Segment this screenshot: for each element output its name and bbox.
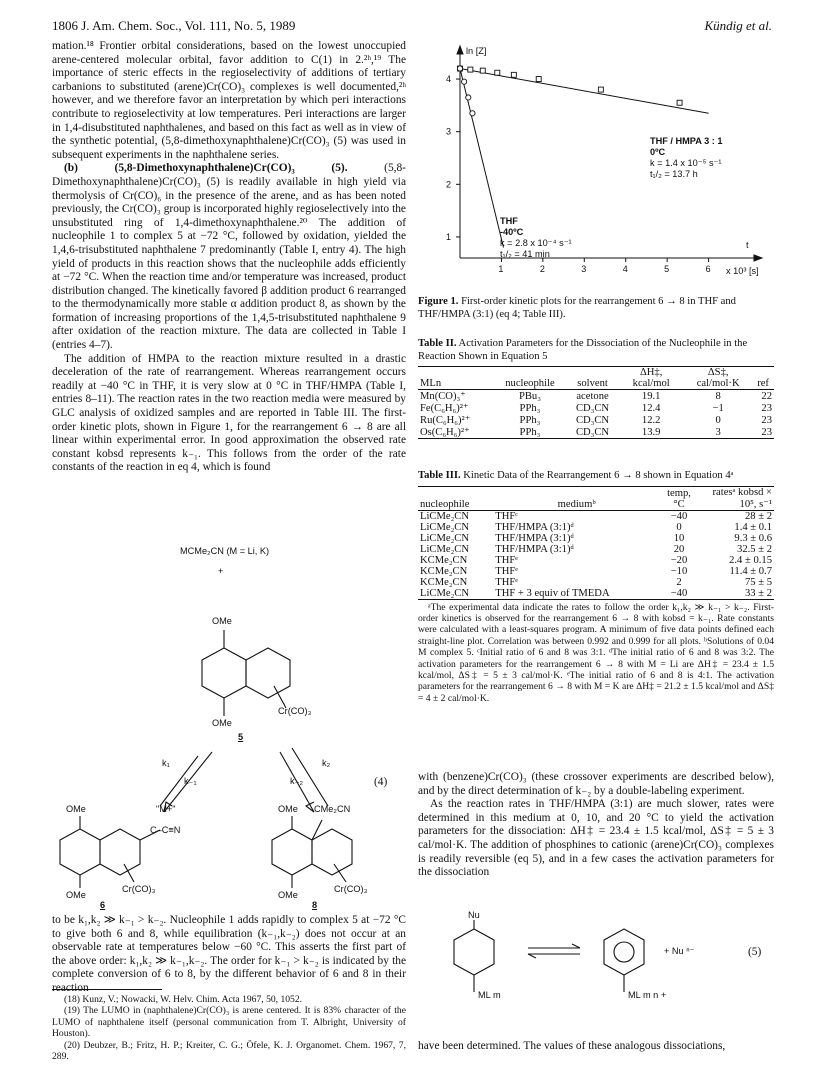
scheme-ome: OMe xyxy=(278,804,298,814)
table-cell: 0 xyxy=(676,521,682,533)
table-header-row xyxy=(418,486,774,510)
table-row xyxy=(418,566,774,577)
scheme-reagent: MCMe₂CN (M = Li, K) xyxy=(180,546,270,556)
data-point-hmpa xyxy=(677,100,682,105)
table-cell: LiCMe₂CN xyxy=(420,521,470,533)
table-cell: Os(C₆H₆)²⁺ xyxy=(420,427,470,439)
table-row xyxy=(418,533,774,544)
table-row xyxy=(418,402,774,414)
table-title-head: Table III. xyxy=(418,470,461,481)
left-column-bottom xyxy=(52,914,406,996)
footnote: (19) The LUMO in (naphthalene)Cr(CO)₃ is arene centered. It is 83% character of the LUMO of naphthalene itself (personal communication from T. Albright, University of Houston). xyxy=(52,1005,406,1040)
arene-ring xyxy=(604,929,644,975)
scheme-ome: OMe xyxy=(66,804,86,814)
table-cell: 11.4 ± 0.7 xyxy=(729,565,772,577)
table-cell: KCMe₂CN xyxy=(420,565,468,577)
table-header-row xyxy=(418,367,774,390)
table-cell: 23 xyxy=(761,426,772,438)
scheme-nitrile: C–C≡N xyxy=(150,825,181,835)
table-3 xyxy=(418,470,774,704)
column-header: temp, °C xyxy=(667,487,691,510)
arene-circle xyxy=(614,942,634,962)
table-cell: −40 xyxy=(670,510,688,522)
column-header: ΔH‡, kcal/mol xyxy=(632,367,670,390)
data-point-hmpa xyxy=(511,72,516,77)
table-cell: THFᵉ xyxy=(495,554,518,566)
x-axis-label: x 10³ [s] xyxy=(726,266,759,276)
paragraph: with (benzene)Cr(CO)₃ (these crossover experiments are described below), and by the direct determination of k₋₂ by a double-labeling experiment. xyxy=(418,771,774,797)
data-point-thf xyxy=(470,111,475,116)
equation-number: (5) xyxy=(748,946,762,958)
table-cell: THFᶜ xyxy=(495,510,518,522)
column-header: solvent xyxy=(577,378,608,390)
scheme-ome: OMe xyxy=(278,890,298,900)
table-cell: KCMe₂CN xyxy=(420,554,468,566)
table-cell: 10 xyxy=(673,532,685,544)
table-row xyxy=(418,426,774,438)
footnote: (18) Kunz, V.; Nowacki, W. Helv. Chim. Acta 1967, 50, 1052. xyxy=(64,994,303,1005)
table-cell: THF/HMPA (3:1)ᵈ xyxy=(495,532,574,544)
data-point-thf xyxy=(462,79,467,84)
table-cell: 9.3 ± 0.6 xyxy=(734,532,772,544)
data-point-hmpa xyxy=(495,70,500,75)
data-point-hmpa xyxy=(480,68,485,73)
table-bottom-rule xyxy=(418,438,774,439)
table-cell: THF/HMPA (3:1)ᵈ xyxy=(495,543,574,555)
figure-1 xyxy=(418,40,774,340)
table-cell: Ru(C₆H₆)²⁺ xyxy=(420,415,471,427)
table-cell: 22 xyxy=(761,390,772,402)
table-cell: 1.4 ± 0.1 xyxy=(734,521,772,533)
table-title: Kinetic Data of the Rearrangement 6 → 8 shown in Equation 4ᵃ xyxy=(460,470,734,481)
table-cell: CD₃CN xyxy=(575,402,610,414)
annotation-line: THF / HMPA 3 : 1 xyxy=(650,136,723,146)
table-cell: −1 xyxy=(712,402,724,414)
table-cell: THFᵉ xyxy=(495,576,518,588)
column-header: ref xyxy=(757,378,769,390)
scheme-nucleophile: + Nu ⁿ⁻ xyxy=(664,946,695,956)
naphthalene-ring xyxy=(246,648,290,698)
data-point-hmpa xyxy=(536,77,541,82)
scheme-cr: Cr(CO)₃ xyxy=(278,706,312,716)
table-row xyxy=(418,510,774,522)
scheme-mlm-cation: ML m n + xyxy=(628,990,667,1000)
table-cell: 0 xyxy=(715,414,721,426)
table-cell: LiCMe₂CN xyxy=(420,543,470,555)
table-cell: KCMe₂CN xyxy=(420,576,468,588)
rate-constant-k1: k₁ xyxy=(162,758,170,768)
figure-1-caption xyxy=(418,296,774,321)
table-cell: 20 xyxy=(673,543,685,555)
compound-label-5: 5 xyxy=(238,732,244,742)
column-header: ΔS‡, cal/mol·K xyxy=(696,367,740,390)
table-cell: 33 ± 2 xyxy=(744,587,772,599)
paragraph: have been determined. The values of these analogous dissociations, xyxy=(418,1040,726,1052)
table-cell: 19.1 xyxy=(641,390,661,402)
table-cell: LiCMe₂CN xyxy=(420,510,470,522)
column-header: MLn xyxy=(420,378,442,390)
table-row xyxy=(418,390,774,403)
data-point-thf xyxy=(457,66,462,71)
naphthalene-ring xyxy=(312,829,352,875)
equation-number: (4) xyxy=(374,776,388,788)
table-cell: LiCMe₂CN xyxy=(420,532,470,544)
scheme-cme2cn: CMe₂CN xyxy=(314,804,351,814)
table-title: Activation Parameters for the Dissociation of the Nucleophile in the Reaction Shown in Equation 5 xyxy=(418,338,748,362)
table-cell: 13.9 xyxy=(641,426,661,438)
naphthalene-ring xyxy=(100,829,140,875)
scheme-ome: OMe xyxy=(66,890,86,900)
x-tick-label: 4 xyxy=(622,264,628,274)
table-cell: 3 xyxy=(715,426,721,438)
data-point-thf xyxy=(466,95,471,100)
right-column-end xyxy=(418,1040,774,1054)
y-tick-label: 1 xyxy=(446,231,452,242)
caption-head: Figure 1. xyxy=(418,296,459,307)
table-cell: PPh₃ xyxy=(519,426,541,438)
naphthalene-ring xyxy=(272,829,312,875)
annotation-hmpa xyxy=(650,136,722,180)
table-2-body xyxy=(418,390,774,439)
kinetic-plot xyxy=(418,40,774,340)
paragraph: mation.¹⁸ Frontier orbital considerations, based on the lowest unoccupied arene-centered molecular orbital, favor addition to C(1) in 2.²ʰ,¹⁹ The importance of steric effects in the regioselectivity of additions of tertiary carbanions to substituted (arene)Cr(CO)₃ complexes is well documented,²ʰ however, and we therefore favor an interpretation by which peri interactions contribute to regioselectivity at low temperatures. Peri interactions are larger in 1,4-disubstituted naphthalenes, and based on this fact as well as in view of the synthetic potential, (5,8-dimethoxynaphthalene)Cr(CO)₃ (5) was used in subsequent experiments in the naphthalene series. xyxy=(52,40,406,161)
running-header-left: 1806 J. Am. Chem. Soc., Vol. 111, No. 5, 1989 xyxy=(52,18,296,33)
table-row xyxy=(418,522,774,533)
annotation-line: t₁/₂ = 41 min xyxy=(500,249,550,259)
running-header-right: Kündig et al. xyxy=(704,18,772,33)
table-cell: LiCMe₂CN xyxy=(420,587,470,599)
table-cell: 8 xyxy=(715,390,721,402)
footnotes xyxy=(52,994,406,1062)
scheme-eq4 xyxy=(52,540,408,905)
table-row xyxy=(418,577,774,588)
annotation-line: THF xyxy=(500,216,518,226)
table-cell: 12.4 xyxy=(641,402,661,414)
scheme-ome: OMe xyxy=(212,616,232,626)
table-cell: −20 xyxy=(670,554,688,566)
table-2 xyxy=(418,338,774,439)
x-tick-label: 6 xyxy=(705,264,711,274)
rate-constant-k2: k₂ xyxy=(322,758,331,768)
table-row xyxy=(418,544,774,555)
table-cell: PBu₃ xyxy=(518,390,541,402)
table-cell: acetone xyxy=(576,390,609,402)
annotation-line: -40ºC xyxy=(500,227,524,237)
paragraph: (5,8-Dimethoxynaphthalene)Cr(CO)₃ (5) is readily available in high yield via thermolysis of Cr(CO)₆ in the presence of the arene, and as has been noted previously, the Cr(CO)₃ group is incorporated highly regioselectively into the unsubstituted ring of 1,4-dimethoxynaphthalene.²⁰ The addition of nucleophile 1 to complex 5 at −72 °C, followed by oxidation, yielded the 1,4,6-trisubstituted naphthalene 7 predominantly (Table I, entry 4). The high yield of products in this reaction shows that the nucleophile adds efficiently at −72 °C. When the reaction time and/or temperature was increased, product distribution changed. The kinetically favored β addition product 6 rearranged to the thermodynamically more stable α addition product 8, as shown by the formation of increasing proportions of the 1,4,5-trisubstituted naphthalene 9 after oxidation of the reaction mixture. The data are collected in Table I (entries 4–7). xyxy=(52,162,406,352)
footnote: (20) Deubzer, B.; Fritz, H. P.; Kreiter, C. G.; Öfele, K. J. Organomet. Chem. 1967, 7, 289. xyxy=(52,1039,406,1063)
left-column-top xyxy=(52,40,406,475)
paragraph: to be k₁,k₂ ≫ k₋₁ > k₋₂. Nucleophile 1 adds rapidly to complex 5 at −72 °C to give both 6 and 8, while equilibration (k₋₁,k₋₂) does not occur at an observable rate at temperatures below −60 °C. This asserts the first part of the above order: k₁,k₂ ≫ k₋₁,k₋₂. The order for k₋₁ > k₋₂ is indicated by the complete conversion of 6 to 8, by the different behavior of 6 and 8 in their reaction xyxy=(52,914,406,994)
compound-label-6-visible: 6 xyxy=(100,900,106,910)
table-cell: PPh₃ xyxy=(519,414,541,426)
scheme-ome: OMe xyxy=(212,718,232,728)
table-3-grid xyxy=(418,486,774,599)
x-axis-arrow xyxy=(754,255,762,261)
naphthalene-ring xyxy=(202,648,246,698)
table-3-body xyxy=(418,510,774,599)
data-point-hmpa xyxy=(598,87,603,92)
x-tick-label: 5 xyxy=(664,264,670,274)
rate-constant-km1: k₋₁ xyxy=(184,776,197,786)
table-3-notes: ᵃThe experimental data indicate the rates to follow the order k₁,k₂ ≫ k₋₁ > k₋₂. First-order kinetics is observed for the rearrangement 6 → 8 with kobsd = k₋₁. Rate constants were calculated with a least-squares program. A minimum of five data points defined each straight-line plot. Correlation was between 0.992 and 0.999 for all plots. ᵇSolutions of 0.04 M complex 5. ᶜInitial ratio of 6 and 8 was 3:1. ᵈThe initial ratio of 6 and 8 was 3:2. The activation parameters for the rearrangement 6 → 8 with M = Li are ΔH‡ = 23.4 ± 1.5 kcal/mol, ΔS‡ = 5 ± 3 cal/mol·K. ᵉThe initial ratio of 6 and 8 is 4:1. The activation parameters for the rearrangement 6 → 8 with M = K are ΔH‡ = 21.2 ± 1.5 kcal/mol and ΔS‡ = 4 ± 2 cal/mol·K. xyxy=(418,601,774,704)
table-bottom-rule xyxy=(418,599,774,600)
scheme-nu: Nu xyxy=(468,910,480,920)
annotation-line: k = 1.4 x 10⁻⁵ s⁻¹ xyxy=(650,158,722,168)
column-header: nucleophile xyxy=(505,378,555,390)
section-heading: (b) (5,8-Dimethoxynaphthalene)Cr(CO)₃ (5). xyxy=(64,162,348,175)
table-cell: THF/HMPA (3:1)ᵈ xyxy=(495,521,574,533)
scheme-cr: Cr(CO)₃ xyxy=(334,884,368,894)
y-axis-arrow xyxy=(457,46,463,54)
table-title-head: Table II. xyxy=(418,338,457,349)
table-cell: 23 xyxy=(761,414,772,426)
paragraph: As the reaction rates in THF/HMPA (3:1) are much slower, rates were determined in this medium at 0, 10, and 20 °C to yield the activation parameters for the dissociation: ΔH‡ = 23.4 ± 1.5 kcal/mol, ΔS‡ = 5 ± 3 cal/mol·K. The addition of phosphines to cationic (arene)Cr(CO)₃ complexes is readily reversible (eq 5), and in a few cases the activation parameters for the dissociation xyxy=(418,798,774,879)
scheme-eq5 xyxy=(418,910,774,1050)
time-axis-mark: t xyxy=(746,240,749,250)
table-cell: 23 xyxy=(761,402,772,414)
table-cell: −40 xyxy=(670,587,688,599)
naphthalene-ring xyxy=(60,829,100,875)
x-tick-label: 2 xyxy=(539,264,545,274)
table-row xyxy=(418,555,774,566)
paragraph: The addition of HMPA to the reaction mixture resulted in a drastic deceleration of the rate of rearrangement. Whereas rearrangement occurs readily at −40 °C in THF, it is very slow at 0 °C in THF/HMPA (Table I, entries 8–11). The reaction rates in the two reaction media were measured by GLC analysis of oxidized samples and are reported in Table III. The first-order kinetic plots, shown in Figure 1, for the rearrangement 6 → 8 are all linear within experimental error. In good approximation the observed rate constant kobsd represents k₋₁. This follows from the order of the rate constants of the reaction in eq 4, which is found xyxy=(52,352,406,474)
table-cell: CD₃CN xyxy=(575,414,610,426)
arene-ring xyxy=(454,929,494,975)
table-row xyxy=(418,414,774,426)
annotation-line: k = 2.8 x 10⁻⁴ s⁻¹ xyxy=(500,238,572,248)
compound-label-8: 8 xyxy=(312,900,318,910)
table-cell: THFᵉ xyxy=(495,565,518,577)
y-tick-label: 3 xyxy=(446,126,452,137)
scheme-counterion: "M+" xyxy=(156,804,176,814)
caption-text: First-order kinetic plots for the rearrangement 6 → 8 in THF and THF/HMPA (3:1) (eq 4; Table III). xyxy=(418,296,736,320)
table-cell: 75 ± 5 xyxy=(744,576,772,588)
table-cell: −10 xyxy=(670,565,688,577)
x-tick-label: 1 xyxy=(498,264,504,274)
right-column-text xyxy=(418,771,774,880)
x-tick-label: 3 xyxy=(581,264,587,274)
table-row xyxy=(418,588,774,599)
table-cell: Fe(C₆H₆)²⁺ xyxy=(420,403,469,415)
table-cell: Mn(CO)₃⁺ xyxy=(420,391,466,403)
scheme-mlm: ML m xyxy=(478,990,501,1000)
column-header: ratesᵃ kobsd × 10⁵, s⁻¹ xyxy=(712,486,772,510)
annotation-thf xyxy=(500,216,572,260)
table-cell: 28 ± 2 xyxy=(744,510,772,522)
table-cell: 32.5 ± 2 xyxy=(737,543,772,555)
y-tick-label: 4 xyxy=(446,74,452,85)
annotation-line: 0ºC xyxy=(650,147,666,157)
table-cell: 12.2 xyxy=(641,414,661,426)
y-axis-label: ln [Z] xyxy=(466,46,487,56)
table-cell: CD₃CN xyxy=(575,426,610,438)
column-header: nucleophile xyxy=(420,498,470,510)
scheme-cr: Cr(CO)₃ xyxy=(122,884,156,894)
scheme-eq5-drawing xyxy=(418,920,774,1050)
rate-constant-km2: k₋₂ xyxy=(290,776,304,786)
scheme-plus: + xyxy=(218,566,224,576)
column-header: mediumᵇ xyxy=(557,498,596,510)
table-cell: 2 xyxy=(676,576,682,588)
table-2-grid xyxy=(418,366,774,438)
data-point-hmpa xyxy=(468,67,473,72)
table-cell: 2.4 ± 0.15 xyxy=(729,554,772,566)
footnote-rule xyxy=(52,989,162,990)
y-tick-label: 2 xyxy=(446,179,452,190)
table-cell: THF + 3 equiv of TMEDA xyxy=(495,587,610,599)
annotation-line: t₁/₂ = 13.7 h xyxy=(650,169,698,179)
table-cell: PPh₃ xyxy=(519,402,541,414)
